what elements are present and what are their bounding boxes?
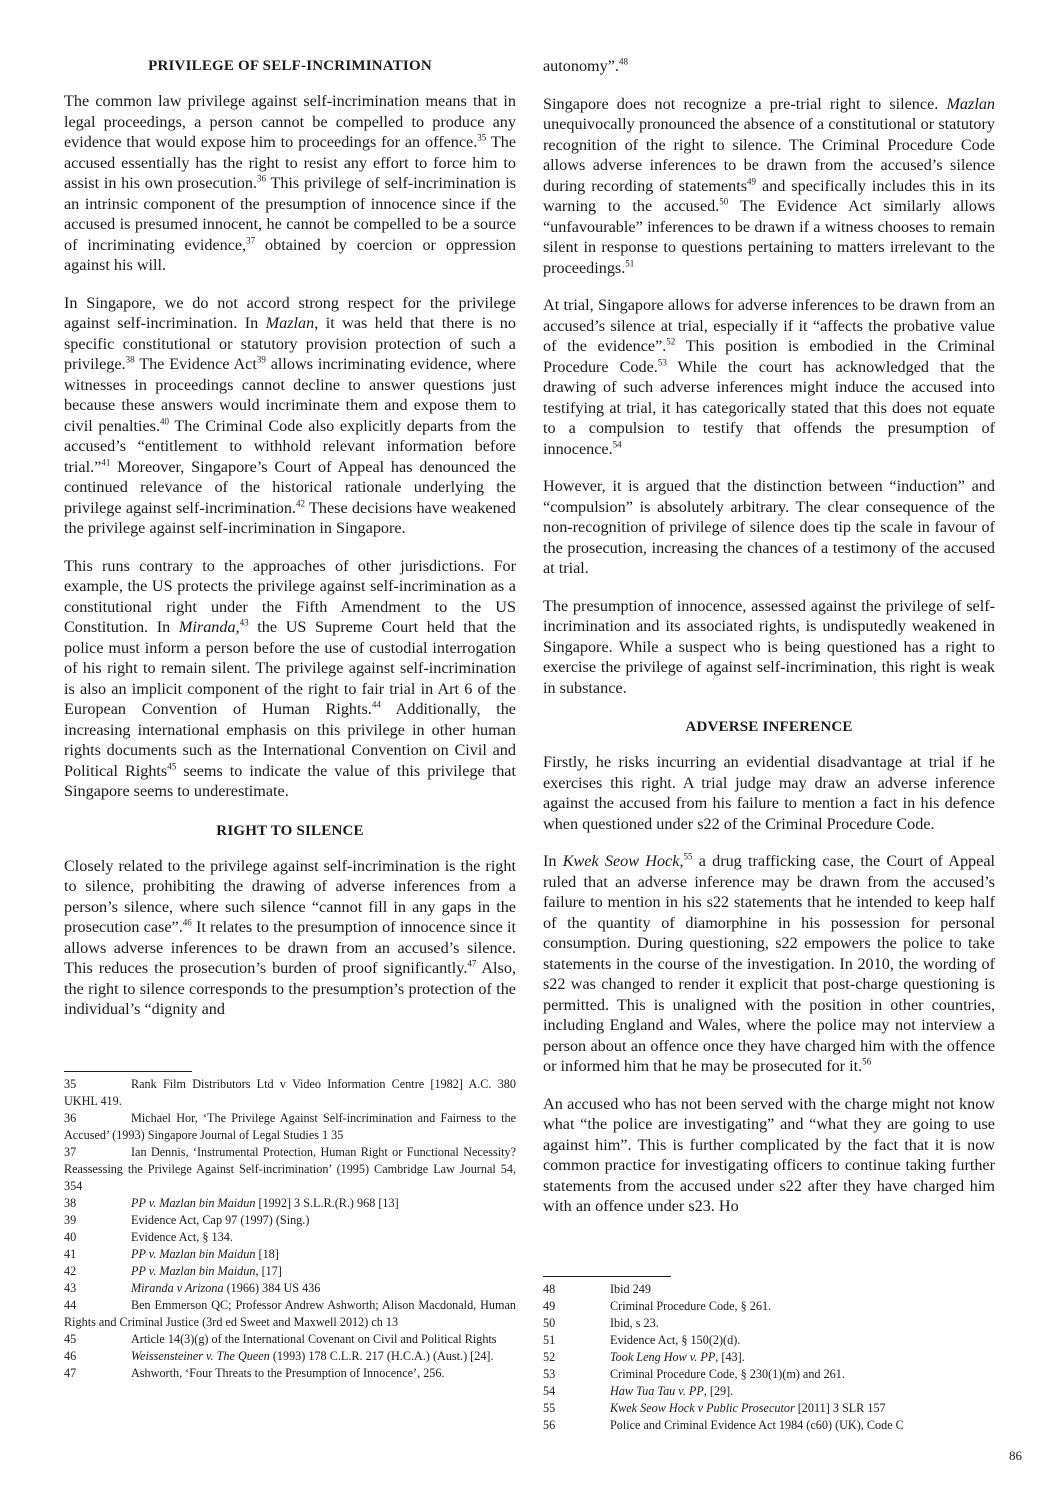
footnote-number: 56 (543, 1418, 556, 1432)
text-run: This position is embodied in the Criminal Procedure Code. (543, 337, 995, 376)
section-heading-privilege: PRIVILEGE OF SELF-INCRIMINATION (148, 58, 432, 74)
footnote-number: 48 (543, 1282, 556, 1296)
text-run: , [43]. (715, 1350, 745, 1364)
footnote-number: 53 (543, 1367, 556, 1381)
footnote-number: 43 (64, 1281, 77, 1295)
text-run: , [29]. (703, 1384, 734, 1398)
footnote-number: 46 (64, 1349, 77, 1363)
footnote-ref: 54 (612, 439, 622, 450)
footnote-ref: 44 (371, 699, 381, 710)
text-run: obtained by coercion or oppression against his will. (64, 235, 516, 274)
footnote-ref: 35 (477, 132, 487, 143)
text-run: Michael Hor, ‘The Privilege Against Self-incrimination and Fairness to the Accused’ (1993) Singapore Journal of Legal Studies 1 35 (64, 1111, 516, 1142)
italic-text: PP v. Mazlan bin Maidun (131, 1196, 256, 1210)
footnote-number: 37 (64, 1145, 77, 1159)
text-run: [2011] 3 SLR 157 (794, 1401, 886, 1415)
footnote (64, 1246, 516, 1263)
footnote-ref: 45 (167, 761, 177, 772)
footnote (64, 1195, 516, 1212)
italic-text: Took Leng How v. PP (610, 1350, 716, 1364)
footnote-ref: 39 (256, 354, 266, 365)
text-run: These decisions have weakened the privilege against self-incrimination in Singapore. (64, 498, 516, 537)
text-run: Evidence Act, Cap 97 (1997) (Sing.) (131, 1213, 310, 1227)
footnote-number: 38 (64, 1196, 77, 1210)
text-run: Ibid 249 (610, 1282, 651, 1296)
text-run: An accused who has not been served with the charge might not know what “the police are investigating” and “what they are going to use against him”. This is further complicated by the fact that it is now common practice for investigating officers to continue taking further statements from the accused under s22 after they have charged him with an offence under s23. Ho (543, 1094, 995, 1215)
footnote (64, 1076, 516, 1110)
footnote-ref: 50 (719, 196, 729, 207)
text-run: unequivocally pronounced the absence of a constitutional or statutory recognition of the right to silence. The Criminal Procedure Code allows adverse inferences to be drawn from the accused’s silence during recording of statements (543, 115, 995, 195)
text-run: autonomy”. (543, 57, 619, 75)
text-run: , it was held that there is no specific constitutional or statutory provision protection of such a privilege. (64, 314, 516, 373)
text-run: This runs contrary to the approaches of other jurisdictions. For example, the US protects the privilege against self-incrimination as a constitutional right under the Fifth Amendment to the US Constitution. In (64, 556, 516, 636)
text-run: This privilege of self-incrimination is an intrinsic component of the presumption of innocence since if the accused is presumed innocent, he cannot be compelled to be a source of incriminating evidence, (64, 174, 517, 254)
footnote-ref: 42 (295, 498, 305, 509)
text-run: Criminal Procedure Code, § 261. (610, 1299, 772, 1313)
footnote (64, 1144, 516, 1195)
footnote-list (543, 1281, 995, 1434)
italic-text: Mazlan (265, 314, 315, 332)
text-run: Additionally, the increasing international emphasis on this privilege in other human rights documents such as the International Convention on Civil and Political Rights (64, 700, 516, 780)
text-run: While the court has acknowledged that the drawing of such adverse inferences might induce the accused into testifying at trial, it has categorically stated that this does not equate to a compulsion to testify that offends the presumption of innocence. (543, 357, 995, 458)
footnote-rule (543, 1276, 671, 1277)
text-run: Singapore does not recognize a pre-trial right to silence. (543, 94, 947, 113)
footnote (543, 1400, 995, 1417)
text-run: Evidence Act, § 134. (131, 1230, 233, 1244)
paragraph (543, 94, 995, 279)
italic-text: Miranda (178, 618, 236, 636)
italic-text: Kwek Seow Hock (562, 852, 680, 870)
footnote-rule (64, 1071, 192, 1072)
text-run: Ashworth, ‘Four Threats to the Presumption of Innocence’, 256. (131, 1366, 445, 1380)
footnote-ref: 40 (160, 416, 170, 427)
footnote-number: 41 (64, 1247, 77, 1261)
text-run: The accused essentially has the right to resist any effort to force him to assist in his own prosecution. (64, 133, 517, 192)
text-run: In Singapore, we do not accord strong respect for the privilege against self-incrimination. In (64, 293, 516, 332)
footnote (543, 1315, 995, 1332)
footnote-ref: 49 (747, 176, 756, 187)
text-run: Criminal Procedure Code, § 230(1)(m) and 261. (610, 1367, 845, 1381)
text-run: Moreover, Singapore’s Court of Appeal has denounced the continued relevance of the historical rationale underlying the privilege against self-incrimination. (64, 457, 516, 517)
text-run: Firstly, he risks incurring an evidential disadvantage at trial if he exercises this right. A trial judge may draw an adverse inference against the accused from his failure to mention a fact in his defence when questioned under s22 of the Criminal Procedure Code. (543, 753, 995, 833)
footnote-number: 35 (64, 1077, 77, 1091)
footnote-ref: 47 (467, 958, 477, 969)
footnote (64, 1229, 516, 1246)
paragraph (64, 91, 516, 276)
italic-text: Kwek Seow Hock v Public Prosecutor (610, 1401, 795, 1415)
footnote (64, 1365, 516, 1382)
footnote (543, 1298, 995, 1315)
text-run: seems to indicate the value of this privilege that Singapore seems to underestimate. (64, 761, 516, 800)
footnote-ref: 37 (246, 235, 256, 246)
footnote-number: 39 (64, 1213, 77, 1227)
text-run: and specifically includes this in its warning to the accused. (543, 176, 995, 215)
text-run: In (543, 852, 563, 870)
footnote-number: 55 (543, 1401, 556, 1415)
paragraph (543, 1094, 995, 1217)
footnote (543, 1417, 995, 1434)
footnote-number: 42 (64, 1264, 77, 1278)
footnote (543, 1366, 995, 1383)
text-run: The presumption of innocence, assessed against the privilege of self-incrimination and its associated rights, is undisputedly weakened in Singapore. While a suspect who is being questioned has a right to exercise the privilege of against self-incrimination, this right is weak in substance. (543, 596, 995, 697)
paragraph (543, 295, 995, 459)
left-column (64, 56, 516, 1037)
paragraph (64, 556, 516, 802)
text-run: At trial, Singapore allows for adverse inferences to be drawn from an accused’s silence at trial, especially if it “affects the probative value of the evidence”. (543, 296, 995, 355)
paragraph (64, 293, 516, 539)
footnote-ref: 55 (683, 851, 693, 862)
footnote (543, 1281, 995, 1298)
footnote-list (64, 1076, 516, 1382)
text-run: , [17] (255, 1264, 282, 1278)
text-run: Rank Film Distributors Ltd v Video Information Centre [1982] A.C. 380 UKHL 419. (64, 1077, 516, 1108)
footnote-number: 40 (64, 1230, 77, 1244)
text-run: The common law privilege against self-incrimination means that in legal proceedings, a person cannot be compelled to produce any evidence that would expose him to proceedings for an offence. (64, 92, 516, 151)
section-heading-adverse-inference: ADVERSE INFERENCE (685, 719, 853, 735)
paragraph (543, 596, 995, 699)
text-run: Also, the right to silence corresponds to the presumption’s protection of the individual’s “dignity and (64, 959, 516, 1018)
footnote (64, 1348, 516, 1365)
footnote (543, 1383, 995, 1400)
text-run: The Evidence Act similarly allows “unfavourable” inferences to be drawn if a witness chooses to remain silent in response to questions pertaining to matters irrelevant to the proceedings. (543, 197, 995, 277)
section-heading-right-to-silence: RIGHT TO SILENCE (216, 822, 364, 839)
footnote-ref: 52 (666, 336, 676, 347)
italic-text: PP v. Mazlan bin Maidun (131, 1264, 256, 1278)
text-run: [1992] 3 S.L.R.(R.) 968 [13] (255, 1196, 399, 1210)
footnote (64, 1297, 516, 1331)
footnotes-right (543, 1276, 995, 1434)
paragraph (543, 851, 995, 1077)
footnote-ref: 41 (101, 457, 111, 468)
footnote (64, 1280, 516, 1297)
text-run: It relates to the presumption of innocence since it allows adverse inferences to be drawn from an accused’s silence. This reduces the prosecution’s burden of proof significantly. (64, 918, 517, 977)
footnote (64, 1331, 516, 1348)
footnote-number: 47 (64, 1366, 77, 1380)
paragraph (543, 752, 995, 834)
text-run: Ibid, s 23. (610, 1316, 659, 1330)
text-run: [18] (255, 1247, 279, 1261)
footnote-number: 44 (64, 1298, 77, 1312)
footnote-ref: 36 (257, 173, 266, 184)
footnotes-left (64, 1071, 516, 1382)
text-run: a drug trafficking case, the Court of Appeal ruled that an adverse inference may be drawn from the accused’s failure to mention in his s22 statements that he intended to keep half of the quantity of diamorphine in his possession for personal consumption. During questioning, s22 empowers the police to take statements in the course of the investigation. In 2010, the wording of s22 was changed to render it explicit that post-charge questioning is permitted. This is unaligned with the position in other countries, including England and Wales, where the police may not interview a person about an offence once they have charged him with the offence or informed him that he may be prosecuted for it. (543, 852, 995, 1075)
footnote-number: 51 (543, 1333, 556, 1347)
paragraph (543, 56, 995, 77)
text-run: , (235, 618, 240, 636)
footnote-ref: 43 (239, 617, 249, 628)
text-run: Ian Dennis, ‘Instrumental Protection, Human Right or Functional Necessity? Reassessing the Privilege Against Self-incrimination’ (1995) Cambridge Law Journal 54, 354 (64, 1145, 516, 1193)
footnote-number: 54 (543, 1384, 556, 1398)
footnote-number: 49 (543, 1299, 556, 1313)
footnote (64, 1212, 516, 1229)
paragraph (64, 856, 516, 1020)
footnote-ref: 53 (657, 357, 667, 368)
text-run: (1993) 178 C.L.R. 217 (H.C.A.) (Aust.) [24]. (269, 1349, 494, 1363)
footnote-ref: 38 (125, 354, 135, 365)
text-run: Closely related to the privilege against self-incrimination is the right to silence, prohibiting the drawing of adverse inferences from a person’s silence, where such silence “cannot fill in any gaps in the prosecution case”. (64, 856, 516, 936)
footnote-ref: 51 (625, 258, 635, 269)
footnote (64, 1110, 516, 1144)
footnote (64, 1263, 516, 1280)
italic-text: Weissensteiner v. The Queen (131, 1349, 270, 1363)
text-run: The Criminal Code also explicitly departs from the accused’s “entitlement to withhold relevant information before trial.” (64, 416, 517, 476)
italic-text: Mazlan (946, 94, 995, 113)
footnote-number: 50 (543, 1316, 556, 1330)
italic-text: PP v. Mazlan bin Maidun (131, 1247, 256, 1261)
italic-text: Miranda v Arizona (131, 1281, 224, 1295)
footnote-ref: 48 (618, 56, 628, 67)
text-run: Ben Emmerson QC; Professor Andrew Ashworth; Alison Macdonald, Human Rights and Criminal Justice (3rd ed Sweet and Maxwell 2012) ch 13 (64, 1298, 516, 1329)
paragraph (543, 476, 995, 579)
text-run: Police and Criminal Evidence Act 1984 (c60) (UK), Code C (610, 1418, 904, 1432)
footnote-ref: 56 (862, 1056, 872, 1067)
text-run: allows incriminating evidence, where witnesses in proceedings cannot decline to answer questions just because these answers would incriminate them and expose them to civil penalties. (64, 355, 516, 435)
footnote-ref: 46 (182, 917, 192, 928)
text-run: (1966) 384 US 436 (223, 1281, 321, 1295)
footnote (543, 1349, 995, 1366)
footnote-number: 45 (64, 1332, 77, 1346)
text-run: Article 14(3)(g) of the International Covenant on Civil and Political Rights (131, 1332, 497, 1346)
footnote (543, 1332, 995, 1349)
text-run: the US Supreme Court held that the police must inform a person before the use of custodial interrogation of his right to remain silent. The privilege against self-incrimination is also an implicit component of the right to fair trial in Art 6 of the European Convention of Human Rights. (64, 618, 516, 718)
italic-text: Haw Tua Tau v. PP (610, 1384, 704, 1398)
text-run: The Evidence Act (134, 355, 257, 373)
text-run: Evidence Act, § 150(2)(d). (610, 1333, 741, 1347)
right-column (543, 56, 995, 1234)
footnote-number: 52 (543, 1350, 556, 1364)
footnote-number: 36 (64, 1111, 77, 1125)
page-number: 86 (1009, 1448, 1022, 1463)
text-run: , (679, 852, 684, 870)
text-run: However, it is argued that the distinction between “induction” and “compulsion” is absolutely arbitrary. The clear consequence of the non-recognition of privilege of silence does tip the scale in favour of the prosecution, increasing the chances of a testimony of the accused at trial. (543, 477, 995, 577)
